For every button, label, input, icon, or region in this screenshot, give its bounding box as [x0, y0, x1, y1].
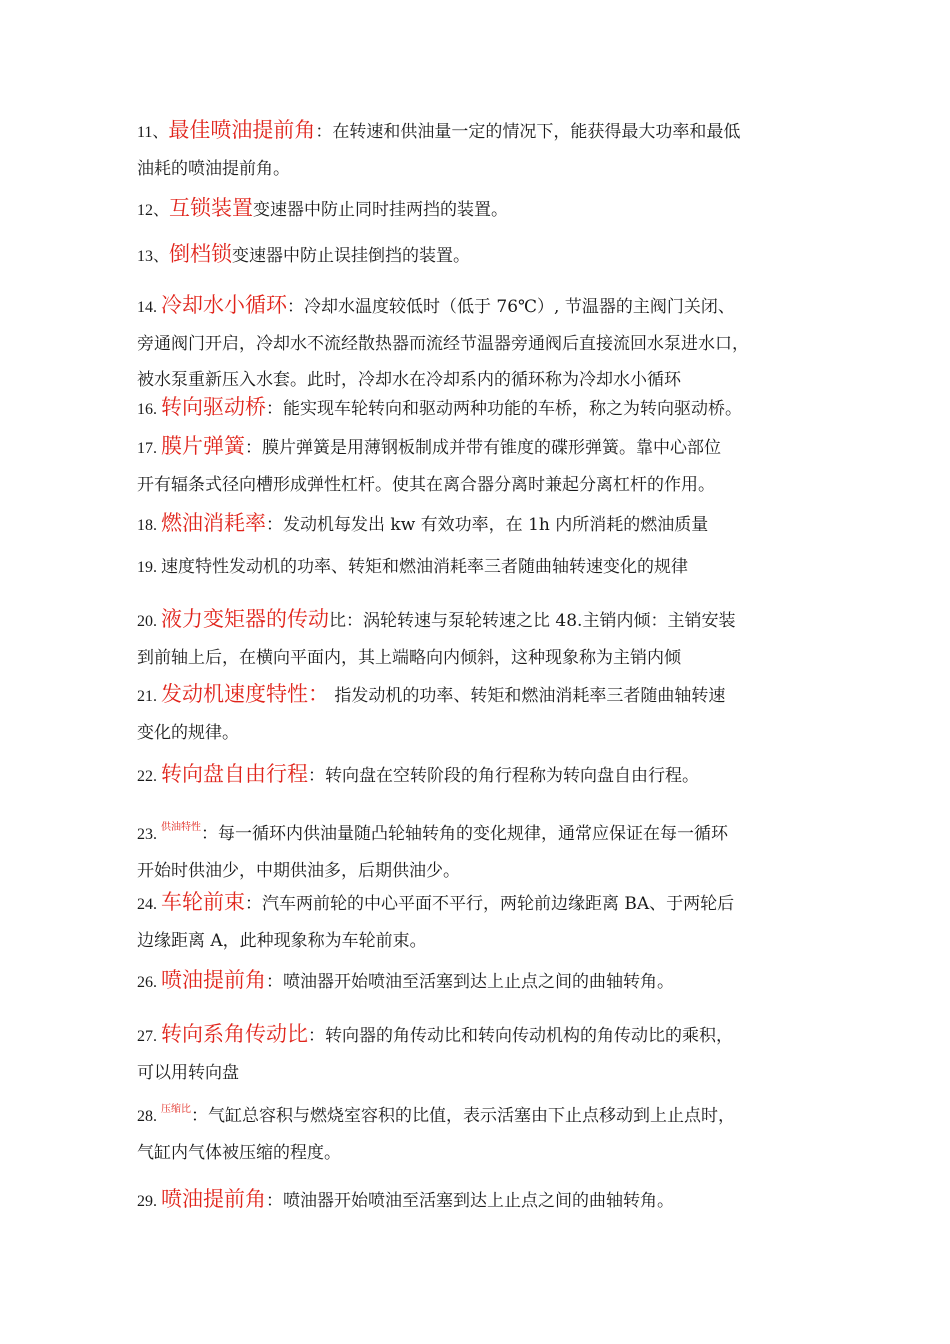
definition-entry [137, 810, 837, 889]
entry-line [137, 326, 837, 362]
entry-line [137, 756, 837, 795]
definition-entry [137, 962, 837, 1001]
entry-term: 喷油提前角 [161, 1187, 266, 1211]
entry-text: 变速器中防止同时挂两挡的装置。 [253, 200, 509, 220]
entry-text: 速度特性发动机的功率、转矩和燃油消耗率三者随曲轴转速变化的规律 [161, 557, 688, 577]
definition-entry [137, 756, 837, 795]
entry-line [137, 1135, 837, 1171]
entry-line [137, 389, 837, 428]
entry-line [137, 601, 837, 640]
entry-number: 27. [137, 1028, 161, 1045]
entry-text: ：在转速和供油量一定的情况下，能获得最大功率和最低 [315, 122, 741, 142]
entry-text: 指发动机的功率、转矩和燃油消耗率三者随曲轴转速 [329, 686, 726, 706]
entry-text: 旁通阀门开启，冷却水不流经散热器而流经节温器旁通阀后直接流回水泵进水口， [137, 334, 749, 354]
entry-line [137, 549, 837, 586]
entry-number: 17. [137, 440, 161, 457]
entry-line [137, 1181, 837, 1220]
entry-line [137, 287, 837, 326]
entry-text: ：喷油器开始喷油至活塞到达上止点之间的曲轴转角。 [266, 1191, 674, 1211]
entry-line [137, 505, 837, 544]
definition-entry [137, 236, 837, 275]
entry-term: 转向盘自由行程 [161, 762, 308, 786]
entry-number: 29. [137, 1193, 161, 1210]
entry-line [137, 1016, 837, 1055]
entry-term: 喷油提前角 [161, 968, 266, 992]
entry-line [137, 1092, 837, 1135]
entry-text: ：能实现车轮转向和驱动两种功能的车桥，称之为转向驱动桥。 [266, 399, 742, 419]
entry-term: 膜片弹簧 [161, 434, 245, 458]
definition-entry [137, 112, 837, 187]
entry-term: 冷却水小循环 [161, 293, 287, 317]
definition-entry [137, 1181, 837, 1220]
entry-line [137, 962, 837, 1001]
entry-number: 12、 [137, 202, 170, 219]
entry-term: 转向系角传动比 [161, 1022, 308, 1046]
entry-text: ：发动机每发出 kw 有效功率，在 1h 内所消耗的燃油质量 [266, 515, 709, 535]
definition-entry [137, 676, 837, 751]
entry-text: 被水泵重新压入水套。此时，冷却水在冷却系内的循环称为冷却水小循环 [137, 370, 681, 390]
definition-entry [137, 1092, 837, 1171]
definition-entry [137, 389, 837, 428]
definition-entry [137, 428, 837, 503]
entry-term: 互锁装置 [169, 196, 254, 220]
definition-entry [137, 287, 837, 398]
entry-text: ：冷却水温度较低时（低于 76℃）, 节温器的主阀门关闭、 [287, 297, 735, 317]
entry-line [137, 151, 837, 187]
entry-text: ：气缸总容积与燃烧室容积的比值，表示活塞由下止点移动到上止点时， [191, 1106, 735, 1126]
entry-number: 13、 [137, 248, 170, 265]
definition-entry [137, 505, 837, 544]
entry-term: 车轮前束 [161, 890, 245, 914]
entry-number: 14. [137, 299, 161, 316]
definition-entry [137, 549, 837, 586]
entry-line [137, 1055, 837, 1091]
entry-text: ：喷油器开始喷油至活塞到达上止点之间的曲轴转角。 [266, 972, 674, 992]
entry-text: ：转向器的角传动比和转向传动机构的角传动比的乘积， [308, 1026, 733, 1046]
entry-number: 19. [137, 559, 161, 576]
entry-text: ：每一循环内供油量随凸轮轴转角的变化规律，通常应保证在每一循环 [201, 824, 728, 844]
entry-text: 边缘距离 A，此种现象称为车轮前束。 [137, 931, 427, 951]
entry-text: 开始时供油少，中期供油多，后期供油少。 [137, 861, 460, 881]
entry-term: 燃油消耗率 [161, 511, 266, 535]
entry-number: 20. [137, 613, 161, 630]
entry-line [137, 112, 837, 151]
entry-text: ：膜片弹簧是用薄钢板制成并带有锥度的碟形弹簧。靠中心部位 [245, 438, 721, 458]
definition-entry [137, 1016, 837, 1091]
entry-line [137, 236, 837, 275]
entry-text: 开有辐条式径向槽形成弹性杠杆。使其在离合器分离时兼起分离杠杆的作用。 [137, 475, 715, 495]
entry-line [137, 676, 837, 715]
entry-number: 26. [137, 974, 161, 991]
entry-term: 发动机速度特性： [161, 682, 329, 706]
entry-line [137, 715, 837, 751]
entry-number: 16. [137, 401, 161, 418]
entry-line [137, 923, 837, 959]
entry-text: 变速器中防止误挂倒挡的装置。 [232, 246, 471, 266]
entry-term: 压缩比 [161, 1104, 191, 1115]
entry-line [137, 190, 837, 229]
entry-line [137, 640, 837, 676]
entry-text: 比：涡轮转速与泵轮转速之比 48.主销内倾：主销安装 [329, 611, 736, 631]
entry-number: 24. [137, 896, 161, 913]
entry-text: 可以用转向盘 [137, 1063, 239, 1083]
entry-text: 气缸内气体被压缩的程度。 [137, 1143, 341, 1163]
entry-number: 21. [137, 688, 161, 705]
entry-line [137, 467, 837, 503]
entry-number: 11、 [137, 124, 169, 141]
entry-term: 液力变矩器的传动 [161, 607, 329, 631]
entry-number: 22. [137, 768, 161, 785]
entry-line [137, 810, 837, 853]
entry-text: ：转向盘在空转阶段的角行程称为转向盘自由行程。 [308, 766, 699, 786]
definition-entry [137, 884, 837, 959]
entry-term: 转向驱动桥 [161, 395, 266, 419]
entry-term: 倒档锁 [169, 242, 233, 266]
entry-text: ：汽车两前轮的中心平面不平行，两轮前边缘距离 BA、于两轮后 [245, 894, 735, 914]
entry-term: 供油特性 [161, 822, 201, 833]
definition-entry [137, 190, 837, 229]
definition-entry [137, 601, 837, 676]
entry-line [137, 884, 837, 923]
entry-text: 变化的规律。 [137, 723, 239, 743]
entry-term: 最佳喷油提前角 [168, 118, 316, 142]
entry-number: 23. [137, 826, 161, 843]
entry-line [137, 428, 837, 467]
entry-text: 油耗的喷油提前角。 [137, 159, 290, 179]
entry-number: 18. [137, 517, 161, 534]
entry-number: 28. [137, 1108, 161, 1125]
entry-text: 到前轴上后，在横向平面内，其上端略向内倾斜，这种现象称为主销内倾 [137, 648, 681, 668]
